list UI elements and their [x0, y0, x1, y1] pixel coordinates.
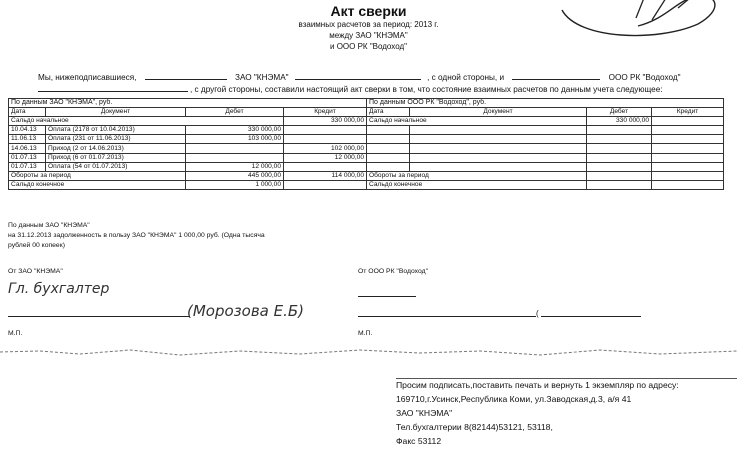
signatory-blank-4 — [38, 82, 188, 92]
row-credit — [284, 162, 367, 171]
row-credit: 102 000,00 — [284, 144, 367, 153]
row-date: 10.04.13 — [9, 126, 46, 135]
right-header-debit: Дебет — [587, 108, 652, 117]
right-signature-paren: ( — [536, 309, 539, 318]
right-table-title: По данным ООО РК "Водоход", руб. — [367, 99, 724, 108]
row-doc: Приход (6 от 01.07.2013) — [46, 153, 186, 162]
left-handwritten-role: Гл. бухгалтер — [8, 281, 110, 297]
row-doc: Оплата (231 от 11.06.2013) — [46, 135, 186, 144]
left-header-debit: Дебет — [186, 108, 284, 117]
left-header-credit: Кредит — [284, 108, 367, 117]
intro-text-one-side: , с одной стороны, и — [427, 73, 505, 82]
document-subtitle-and: и ООО РК "Водоход" — [330, 42, 407, 51]
right-signature-org: От ООО РК "Водоход" — [358, 268, 428, 275]
right-signature-line — [358, 316, 536, 317]
footer-line-2: 169710,г.Усинск,Республика Коми, ул.Заводская,д.3, а/я 41 — [396, 394, 632, 404]
row-credit: 12 000,00 — [284, 153, 367, 162]
right-signature-line-top — [358, 296, 416, 297]
row-date: 11.06.13 — [9, 135, 46, 144]
opening-balance-row — [9, 117, 724, 126]
right-turnover-label: Обороты за период — [367, 171, 587, 180]
signatory-blank-1 — [145, 70, 227, 80]
closing-balance-row — [9, 180, 724, 189]
row-debit: 12 000,00 — [186, 162, 284, 171]
left-closing-debit: 1 000,00 — [186, 180, 284, 189]
right-opening-credit — [652, 117, 724, 126]
row-doc: Оплата (54 от 01.07.2013) — [46, 162, 186, 171]
signatory-blank-2 — [295, 70, 421, 80]
left-opening-credit: 330 000,00 — [284, 117, 367, 126]
table-row — [9, 135, 724, 144]
table-header-row — [9, 108, 724, 117]
table-row — [9, 162, 724, 171]
footer-top-line — [396, 378, 737, 379]
row-debit — [186, 153, 284, 162]
row-date: 14.06.13 — [9, 144, 46, 153]
right-header-credit: Кредит — [652, 108, 724, 117]
document-subtitle-between: между ЗАО "КНЭМА" — [329, 31, 408, 40]
row-credit — [284, 135, 367, 144]
footer-line-4: Тел.бухгалтерии 8(82144)53121, 53118, — [396, 422, 553, 432]
left-handwritten-name: (Морозова Е.Б) — [187, 302, 305, 320]
left-table-title: По данным ЗАО "КНЭМА", руб. — [9, 99, 367, 108]
table-row — [9, 153, 724, 162]
footer-line-3: ЗАО "КНЭМА" — [396, 408, 453, 418]
row-date: 01.07.13 — [9, 153, 46, 162]
table-row — [9, 126, 724, 135]
row-doc: Приход (2 от 14.06.2013) — [46, 144, 186, 153]
turnover-row — [9, 171, 724, 180]
footer-line-5: Факс 53112 — [396, 436, 442, 446]
intro-text-second-side: , с другой стороны, составили настоящий акт сверки в том, что состояние взаимных расчетов по данным учета следующее: — [190, 85, 663, 94]
right-closing-label: Сальдо конечное — [367, 180, 587, 189]
right-header-date: Дата — [367, 108, 410, 117]
right-stamp-place: М.П. — [358, 330, 373, 337]
row-debit: 330 000,00 — [186, 126, 284, 135]
row-debit — [186, 144, 284, 153]
left-stamp-place: М.П. — [8, 330, 23, 337]
intro-party-a: ЗАО "КНЭМА" — [235, 73, 289, 82]
reconciliation-table — [8, 98, 724, 190]
document-subtitle-period: взаимных расчетов за период: 2013 г. — [298, 20, 439, 29]
intro-party-b: ООО РК "Водоход" — [608, 73, 681, 82]
table-title-row — [9, 99, 724, 108]
left-header-date: Дата — [9, 108, 46, 117]
conclusion-line-1: По данным ЗАО "КНЭМА" — [8, 222, 90, 229]
left-turnover-credit: 114 000,00 — [284, 171, 367, 180]
right-name-line — [541, 316, 641, 317]
right-opening-debit: 330 000,00 — [587, 117, 652, 126]
left-signature-line — [8, 316, 190, 317]
torn-paper-edge — [0, 346, 737, 358]
footer-line-1: Просим подписать,поставить печать и вернуть 1 экземпляр по адресу: — [396, 380, 679, 390]
intro-line-2 — [38, 82, 663, 94]
conclusion-line-3: рублей 00 копеек) — [8, 242, 65, 249]
table-row — [9, 144, 724, 153]
intro-line-1 — [38, 70, 681, 82]
right-header-doc: Документ — [410, 108, 587, 117]
document-title: Акт сверки — [330, 3, 407, 19]
left-closing-label: Сальдо конечное — [9, 180, 186, 189]
row-date: 01.07.13 — [9, 162, 46, 171]
left-turnover-debit: 445 000,00 — [186, 171, 284, 180]
left-header-doc: Документ — [46, 108, 186, 117]
row-doc: Оплата (2178 от 10.04.2013) — [46, 126, 186, 135]
conclusion-line-2: на 31.12.2013 задолженность в пользу ЗАО "КНЭМА" 1 000,00 руб. (Одна тысяча — [8, 232, 265, 239]
signatory-blank-3 — [512, 70, 600, 80]
intro-text-we: Мы, нижеподписавшиеся, — [38, 73, 137, 82]
row-debit: 103 000,00 — [186, 135, 284, 144]
left-signature-org: От ЗАО "КНЭМА" — [8, 268, 63, 275]
right-opening-label: Сальдо начальное — [367, 117, 587, 126]
left-turnover-label: Обороты за период — [9, 171, 186, 180]
row-credit — [284, 126, 367, 135]
left-opening-label: Сальдо начальное — [9, 117, 284, 126]
